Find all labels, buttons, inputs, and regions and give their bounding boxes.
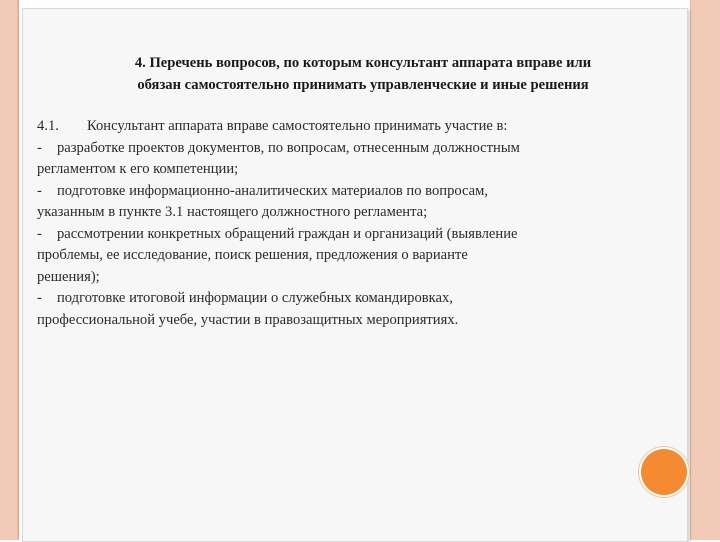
- list-item-text: подготовке итоговой информации о служебных командировках,: [57, 290, 453, 306]
- list-item-text: подготовке информационно-аналитических материалов по вопросам,: [57, 182, 489, 199]
- slide-title: [53, 52, 673, 96]
- list-item-continuation: профессиональной учебе, участии в правозащитных мероприятиях.: [37, 311, 459, 328]
- decorative-circle: [641, 449, 687, 495]
- slide: [22, 8, 688, 542]
- intro-text: Консультант аппарата вправе самостоятельно принимать участие в:: [87, 118, 508, 134]
- list-item-continuation: проблемы, ее исследование, поиск решения, предложения о варианте: [37, 247, 468, 263]
- list-item: [37, 181, 657, 224]
- bullet-dash: -: [37, 225, 42, 242]
- slide-body: [37, 116, 657, 331]
- intro-line: [37, 116, 657, 138]
- section-number: 4.1.: [37, 118, 59, 134]
- bullet-dash: -: [37, 182, 42, 199]
- list-item-continuation: регламентом к его компетенции;: [37, 161, 239, 177]
- list-item: [37, 138, 657, 181]
- bullet-dash: -: [37, 139, 42, 156]
- bullet-dash: -: [37, 290, 42, 306]
- title-line-1: 4. Перечень вопросов, по которым консультант аппарата вправе или: [134, 55, 592, 71]
- list-item-text: рассмотрении конкретных обращений граждан и организаций (выявление: [57, 225, 518, 242]
- list-item-continuation: указанным в пункте 3.1 настоящего должностного регламента;: [37, 204, 428, 220]
- list-item: [37, 224, 657, 289]
- list-item: [37, 288, 657, 331]
- list-item-text: разработке проектов документов, по вопросам, отнесенным должностным: [57, 139, 520, 156]
- title-line-2: обязан самостоятельно принимать управленческие и иные решения: [137, 77, 589, 93]
- list-item-continuation: решения);: [37, 268, 100, 285]
